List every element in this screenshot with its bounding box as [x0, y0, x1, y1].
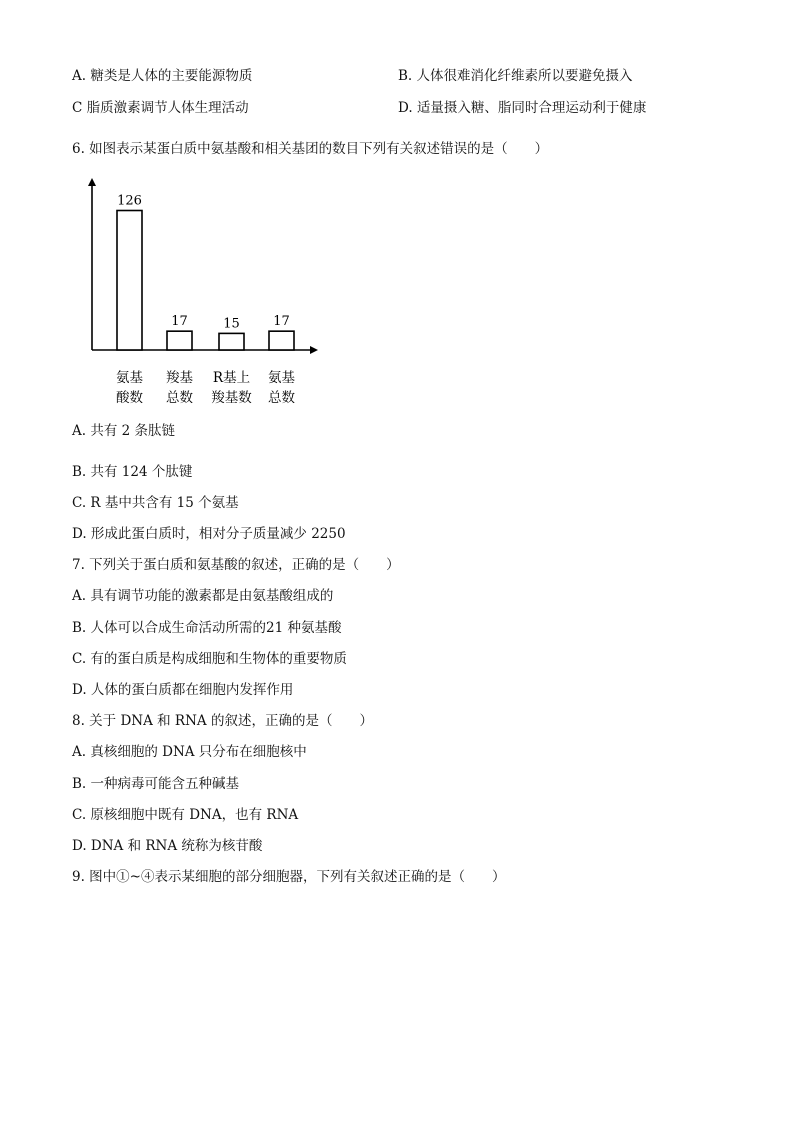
q6-option-b: B. 共有 124 个肽键 [72, 464, 193, 480]
category-label-2-1: 羧基 [166, 370, 193, 386]
q7-option-a: A. 具有调节功能的激素都是由氨基酸组成的 [72, 588, 334, 604]
bar-3 [219, 333, 244, 350]
q5-option-c: C 脂质激素调节人体生理活动 [72, 100, 249, 116]
q8-option-b: B. 一种病毒可能含五种碱基 [72, 776, 240, 792]
data-label-4: 17 [273, 314, 290, 330]
category-label-4-1: 氨基 [268, 370, 295, 386]
q9-stem: 9. 图中①~④表示某细胞的部分细胞器，下列有关叙述正确的是（ ） [72, 869, 506, 885]
category-label-1-1: 氨基 [116, 370, 143, 386]
y-axis-arrow [88, 178, 96, 186]
q8-stem: 8. 关于 DNA 和 RNA 的叙述，正确的是（ ） [72, 713, 373, 729]
bar-chart [80, 168, 340, 418]
x-axis-arrow [310, 346, 318, 354]
q6-option-a: A. 共有 2 条肽链 [72, 423, 176, 439]
q5-option-a: A. 糖类是人体的主要能源物质 [72, 68, 253, 84]
q7-option-b: B. 人体可以合成生命活动所需的21 种氨基酸 [72, 620, 342, 636]
q5-option-d: D. 适量摄入糖、脂同时合理运动利于健康 [398, 100, 647, 116]
category-label-3-2: 羧基数 [211, 390, 252, 406]
q7-option-d: D. 人体的蛋白质都在细胞内发挥作用 [72, 682, 294, 698]
q7-stem: 7. 下列关于蛋白质和氨基酸的叙述，正确的是（ ） [72, 557, 400, 573]
q7-option-c: C. 有的蛋白质是构成细胞和生物体的重要物质 [72, 651, 347, 667]
bar-4 [269, 331, 294, 350]
category-label-2-2: 总数 [166, 390, 193, 406]
q8-option-d: D. DNA 和 RNA 统称为核苷酸 [72, 838, 263, 854]
q6-option-c: C. R 基中共含有 15 个氨基 [72, 495, 239, 511]
data-label-3: 15 [223, 316, 240, 332]
data-label-1: 126 [117, 193, 142, 209]
bar-2 [167, 331, 192, 350]
category-label-1-2: 酸数 [116, 390, 143, 406]
q6-stem: 6. 如图表示某蛋白质中氨基酸和相关基团的数目下列有关叙述错误的是（ ） [72, 141, 549, 157]
category-label-3-1: R基上 [212, 370, 251, 386]
bar-chart-svg [80, 168, 340, 418]
data-label-2: 17 [171, 314, 188, 330]
category-label-4-2: 总数 [268, 390, 295, 406]
q6-option-d: D. 形成此蛋白质时，相对分子质量减少 2250 [72, 526, 346, 542]
q5-option-b: B. 人体很难消化纤维素所以要避免摄入 [398, 68, 633, 84]
bar-1 [117, 211, 142, 351]
q8-option-c: C. 原核细胞中既有 DNA，也有 RNA [72, 807, 299, 823]
q8-option-a: A. 真核细胞的 DNA 只分布在细胞核中 [72, 744, 307, 760]
